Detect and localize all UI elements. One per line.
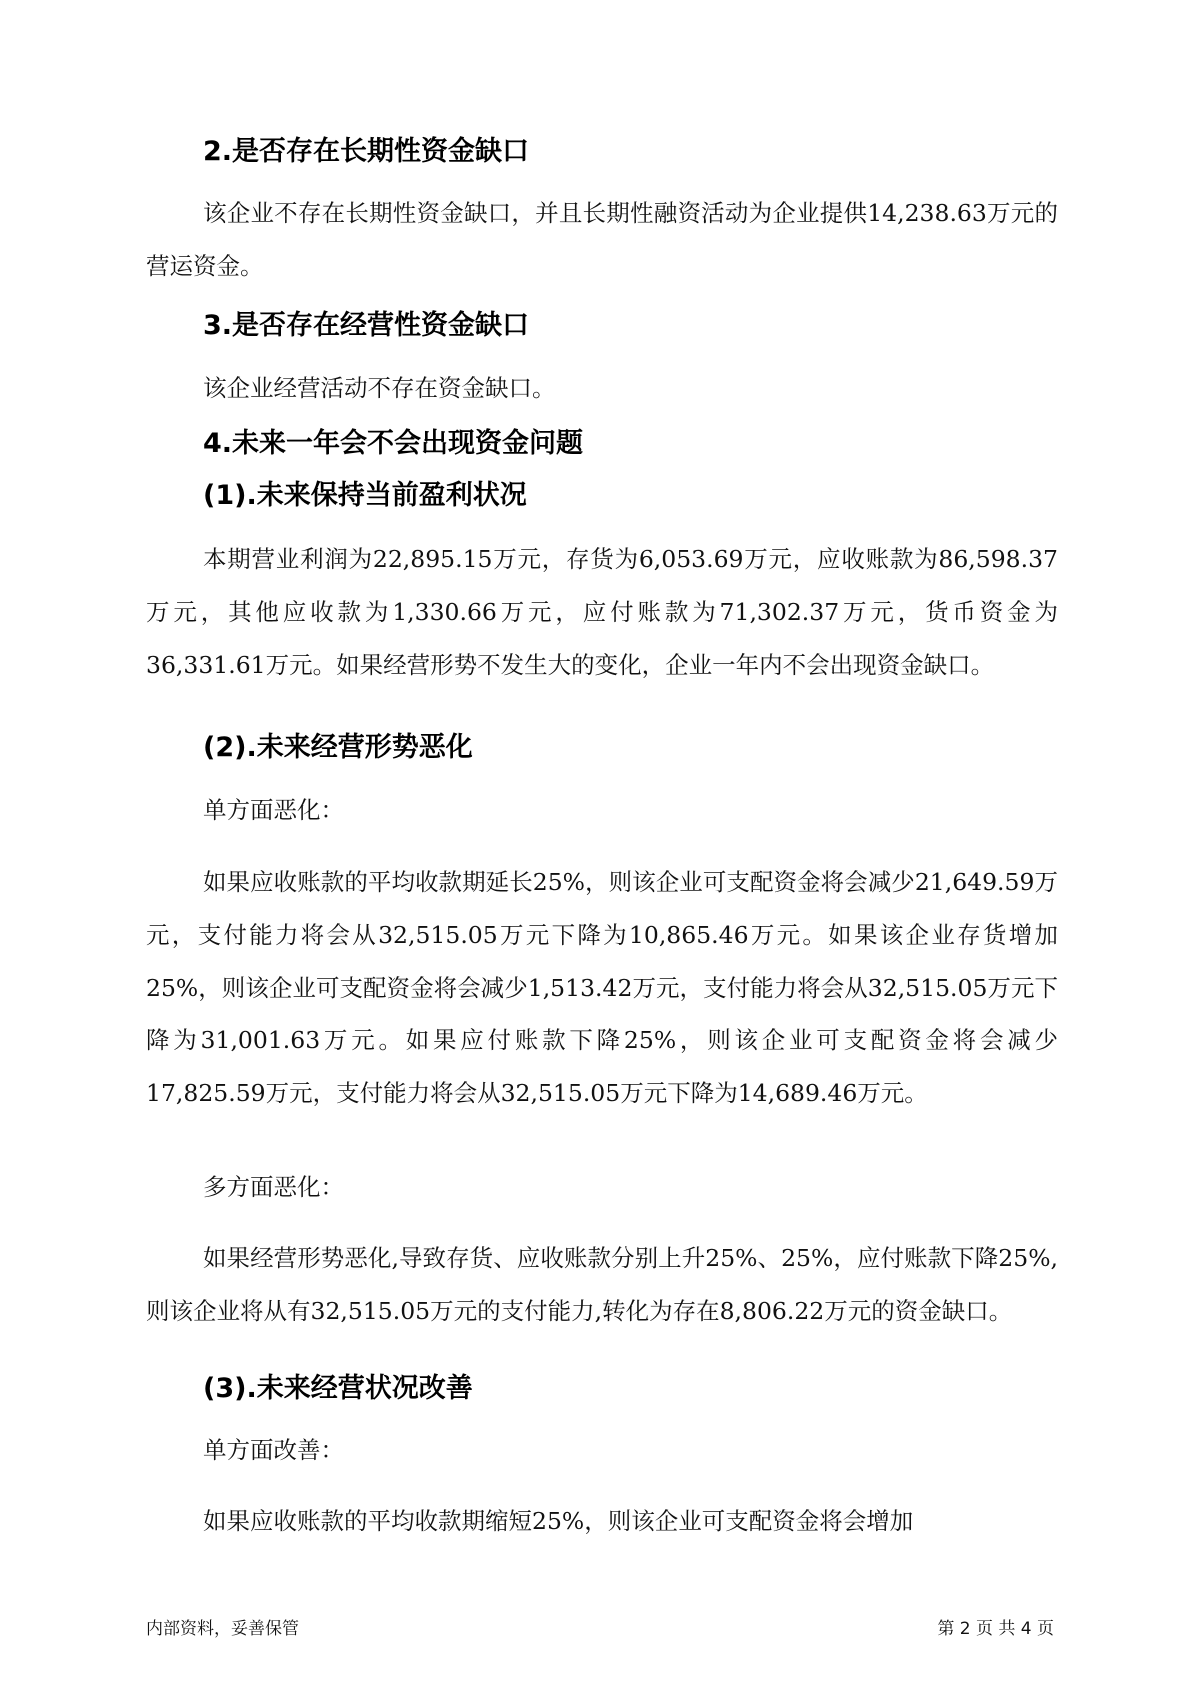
heading-long-term-gap: 2.是否存在长期性资金缺口 <box>203 136 530 167</box>
subheading-improvement: (3).未来经营状况改善 <box>203 1373 473 1404</box>
heading-next-year-risk: 4.未来一年会不会出现资金问题 <box>203 428 584 459</box>
footer-confidential-note: 内部资料，妥善保管 <box>146 1619 299 1639</box>
subheading-keep-profit: (1).未来保持当前盈利状况 <box>203 480 527 511</box>
paragraph-keep-profit: 本期营业利润为22,895.15万元，存货为6,053.69万元，应收账款为86,598.37万元，其他应收款为1,330.66万元，应付账款为71,302.37万元，货币资金为36,331.61万元。如果经营形势不发生大的变化，企业一年内不会出现资金缺口。 <box>146 545 1058 679</box>
paragraph-operating-gap: 该企业经营活动不存在资金缺口。 <box>203 374 556 402</box>
label-single-worsening: 单方面恶化： <box>203 796 344 824</box>
footer-page-number: 第 2 页 共 4 页 <box>937 1619 1054 1639</box>
label-single-improvement: 单方面改善： <box>203 1436 344 1464</box>
subheading-worsening: (2).未来经营形势恶化 <box>203 732 473 763</box>
label-multi-worsening: 多方面恶化： <box>203 1173 344 1201</box>
paragraph-single-worsening: 如果应收账款的平均收款期延长25%，则该企业可支配资金将会减少21,649.59万元，支付能力将会从32,515.05万元下降为10,865.46万元。如果该企业存货增加25%，则该企业可支配资金将会减少1,513.42万元，支付能力将会从32,515.05万元下降为31,001.63万元。如果应付账款下降25%，则该企业可支配资金将会减少17,825.59万元，支付能力将会从32,515.05万元下降为14,689.46万元。 <box>146 868 1058 1108</box>
heading-operating-gap: 3.是否存在经营性资金缺口 <box>203 310 530 341</box>
paragraph-multi-worsening: 如果经营形势恶化,导致存货、应收账款分别上升25%、25%，应付账款下降25%,则该企业将从有32,515.05万元的支付能力,转化为存在8,806.22万元的资金缺口。 <box>146 1244 1058 1325</box>
paragraph-long-term-gap: 该企业不存在长期性资金缺口，并且长期性融资活动为企业提供14,238.63万元的营运资金。 <box>146 199 1058 280</box>
paragraph-single-improvement: 如果应收账款的平均收款期缩短25%，则该企业可支配资金将会增加 <box>203 1507 914 1535</box>
